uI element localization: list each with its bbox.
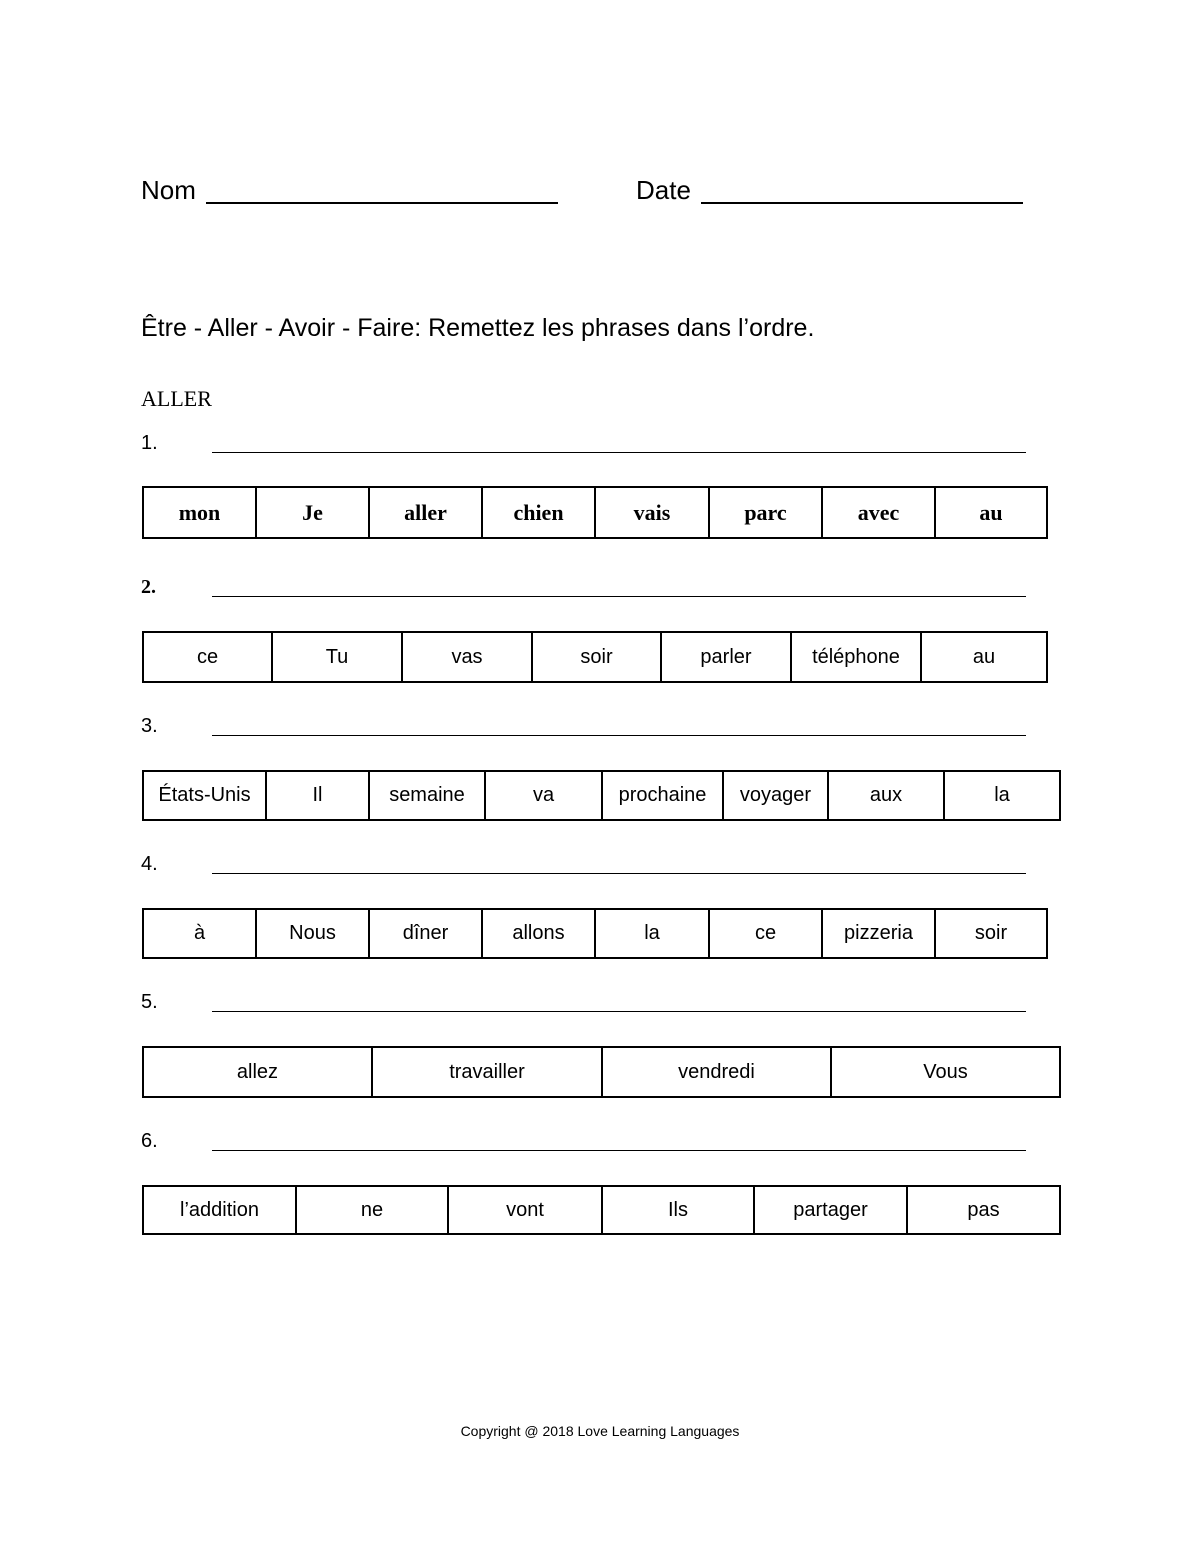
word-tile[interactable]: vont — [449, 1187, 603, 1233]
question-number: 5. — [141, 991, 158, 1013]
word-tile[interactable]: allez — [144, 1048, 373, 1096]
word-tile[interactable]: vais — [596, 488, 710, 537]
name-field-line[interactable] — [206, 202, 558, 204]
word-tile[interactable]: parc — [710, 488, 823, 537]
word-tile[interactable]: Je — [257, 488, 370, 537]
word-tile[interactable]: dîner — [370, 910, 483, 957]
word-tile[interactable]: Ils — [603, 1187, 755, 1233]
word-tile[interactable]: la — [596, 910, 710, 957]
word-tile[interactable]: ce — [710, 910, 823, 957]
answer-line-2[interactable] — [212, 596, 1026, 597]
word-bank-1 — [142, 486, 1048, 539]
name-label: Nom — [141, 175, 196, 205]
word-tile[interactable]: vendredi — [603, 1048, 832, 1096]
word-tile[interactable]: partager — [755, 1187, 908, 1233]
word-tile[interactable]: parler — [662, 633, 792, 681]
word-tile[interactable]: semaine — [370, 772, 486, 819]
answer-line-4[interactable] — [212, 873, 1026, 874]
word-tile[interactable]: États-Unis — [144, 772, 267, 819]
word-tile[interactable]: pizzeria — [823, 910, 936, 957]
word-tile[interactable]: téléphone — [792, 633, 922, 681]
question-number: 3. — [141, 715, 158, 737]
word-tile[interactable]: aux — [829, 772, 945, 819]
answer-line-3[interactable] — [212, 735, 1026, 736]
word-bank-3 — [142, 770, 1061, 821]
word-tile[interactable]: mon — [144, 488, 257, 537]
word-tile[interactable]: avec — [823, 488, 936, 537]
word-tile[interactable]: l’addition — [144, 1187, 297, 1233]
answer-line-6[interactable] — [212, 1150, 1026, 1151]
word-tile[interactable]: Vous — [923, 1060, 968, 1083]
worksheet-title: Être - Aller - Avoir - Faire: Remettez les phrases dans l’ordre. — [141, 314, 815, 342]
date-field-line[interactable] — [701, 202, 1023, 204]
word-bank-6 — [142, 1185, 1061, 1235]
answer-line-5[interactable] — [212, 1011, 1026, 1012]
word-bank-5 — [142, 1046, 1061, 1098]
word-bank-2 — [142, 631, 1048, 683]
section-heading: ALLER — [141, 386, 212, 411]
word-tile[interactable]: vas — [403, 633, 533, 681]
word-tile[interactable]: va — [486, 772, 603, 819]
word-tile[interactable]: voyager — [724, 772, 829, 819]
word-tile[interactable]: à — [144, 910, 257, 957]
word-tile[interactable]: Nous — [257, 910, 370, 957]
answer-line-1[interactable] — [212, 452, 1026, 453]
question-number: 4. — [141, 853, 158, 875]
question-number: 1. — [141, 432, 158, 454]
word-tile[interactable]: aller — [370, 488, 483, 537]
word-tile[interactable]: Il — [267, 772, 370, 819]
word-tile[interactable]: ne — [297, 1187, 449, 1233]
word-tile[interactable]: au — [972, 645, 996, 668]
word-tile[interactable]: la — [994, 784, 1010, 806]
date-label: Date — [636, 175, 691, 205]
word-tile[interactable]: allons — [483, 910, 596, 957]
word-tile[interactable]: ce — [144, 633, 273, 681]
word-bank-4 — [142, 908, 1048, 959]
word-tile[interactable]: soir — [974, 922, 1008, 944]
word-tile[interactable]: au — [979, 499, 1003, 525]
word-tile[interactable]: Tu — [273, 633, 403, 681]
copyright-notice: Copyright @ 2018 Love Learning Languages — [460, 1423, 740, 1439]
word-tile[interactable]: prochaine — [603, 772, 724, 819]
word-tile[interactable]: chien — [483, 488, 596, 537]
question-number: 6. — [141, 1130, 158, 1152]
word-tile[interactable]: travailler — [373, 1048, 603, 1096]
word-tile[interactable]: pas — [967, 1198, 1000, 1221]
word-tile[interactable]: soir — [533, 633, 662, 681]
question-number: 2. — [141, 576, 156, 598]
